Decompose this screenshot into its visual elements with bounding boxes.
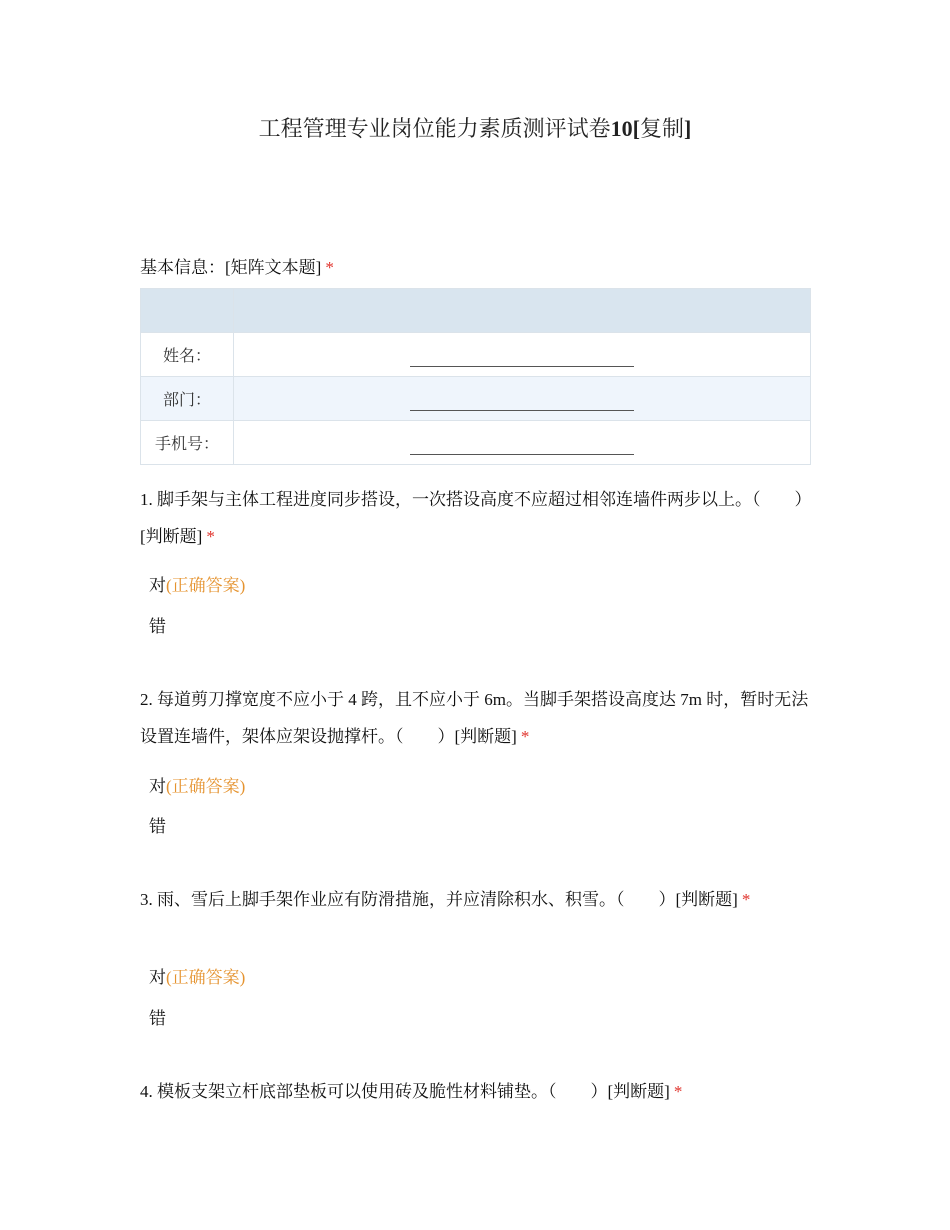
- question-text: 4. 模板支架立杆底部垫板可以使用砖及脆性材料铺垫。（ ）[判断题]: [140, 1082, 670, 1101]
- matrix-row-label: 姓名：: [141, 333, 234, 377]
- option-false[interactable]: [149, 1004, 166, 1029]
- required-marker: *: [206, 527, 215, 546]
- option-true[interactable]: [149, 772, 245, 797]
- option-label: 错: [149, 1009, 166, 1028]
- name-input-line[interactable]: [410, 352, 634, 367]
- correct-answer-note: (正确答案): [166, 968, 246, 987]
- title-end: ]: [684, 116, 692, 141]
- option-true[interactable]: [149, 963, 245, 988]
- question-2: [140, 681, 812, 755]
- matrix-header-cell: [141, 289, 234, 333]
- matrix-header-row: [141, 289, 811, 333]
- correct-answer-note: (正确答案): [166, 777, 246, 796]
- option-true[interactable]: [149, 571, 245, 596]
- option-label: 错: [149, 817, 166, 836]
- question-text: 2. 每道剪刀撑宽度不应小于 4 跨，且不应小于 6m。当脚手架搭设高度达 7m 时，暂时无法设置连墙件，架体应架设抛撑杆。（ ）[判断题]: [140, 690, 809, 746]
- question-text: 1. 脚手架与主体工程进度同步搭设，一次搭设高度不应超过相邻连墙件两步以上。（ ）[判断题]: [140, 490, 812, 546]
- section-label: [140, 253, 334, 278]
- option-label: 错: [149, 617, 166, 636]
- matrix-row-label: 手机号：: [141, 421, 234, 465]
- question-text: 3. 雨、雪后上脚手架作业应有防滑措施，并应清除积水、积雪。（ ）[判断题]: [140, 890, 738, 909]
- option-label: 对: [149, 576, 166, 595]
- department-input-line[interactable]: [410, 396, 634, 411]
- matrix-input-cell[interactable]: [234, 421, 811, 465]
- matrix-row-label: 部门：: [141, 377, 234, 421]
- question-3: [140, 881, 812, 918]
- required-marker: *: [520, 727, 530, 746]
- option-false[interactable]: [149, 812, 166, 837]
- required-marker: *: [741, 890, 751, 909]
- title-text: 工程管理专业岗位能力素质测评试卷: [258, 116, 611, 141]
- title-number: 10[: [610, 116, 640, 141]
- question-4: [140, 1073, 812, 1110]
- matrix-row-name: [141, 333, 811, 377]
- matrix-row-department: [141, 377, 811, 421]
- section-label-text: 基本信息：[矩阵文本题]: [140, 258, 322, 277]
- matrix-row-phone: [141, 421, 811, 465]
- question-1: [140, 481, 812, 555]
- page-title: [0, 112, 950, 143]
- matrix-header-cell: [234, 289, 811, 333]
- matrix-input-cell[interactable]: [234, 377, 811, 421]
- option-label: 对: [149, 777, 166, 796]
- option-false[interactable]: [149, 612, 166, 637]
- required-marker: *: [673, 1082, 683, 1101]
- matrix-input-cell[interactable]: [234, 333, 811, 377]
- basic-info-matrix: [140, 288, 811, 465]
- title-suffix: 复制: [640, 116, 685, 141]
- phone-input-line[interactable]: [410, 440, 634, 455]
- required-marker: *: [325, 258, 334, 277]
- correct-answer-note: (正确答案): [166, 576, 246, 595]
- option-label: 对: [149, 968, 166, 987]
